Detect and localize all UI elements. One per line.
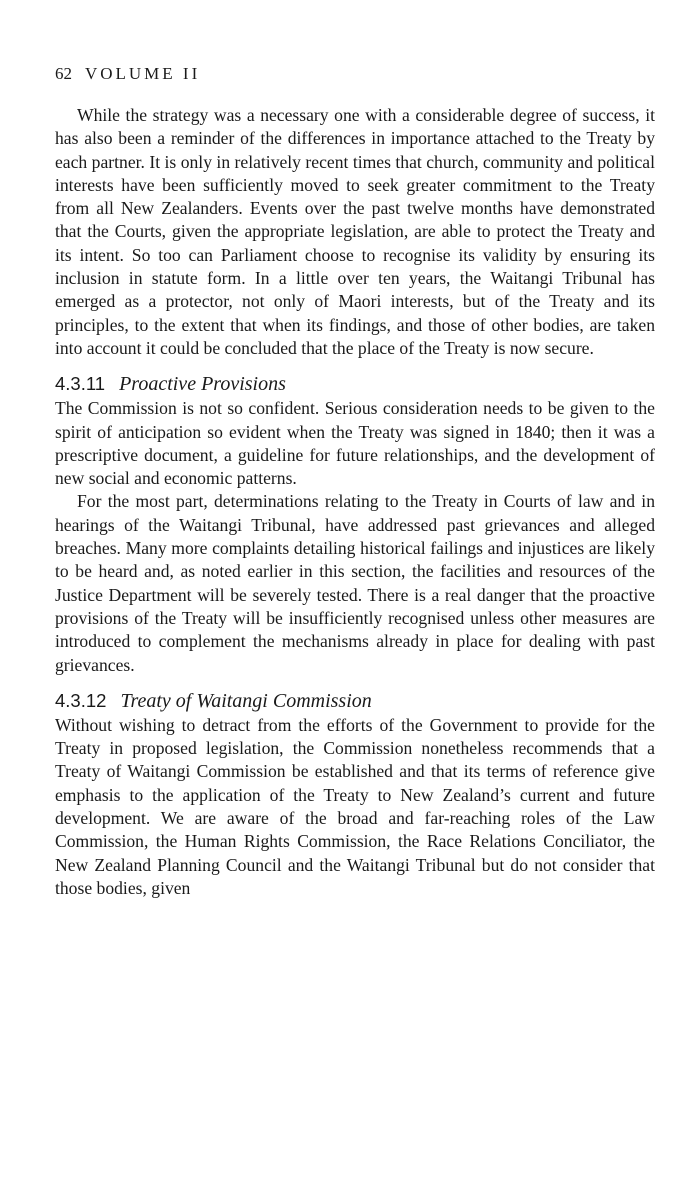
section-heading-proactive-provisions <box>55 371 655 397</box>
paragraph-strategy: While the strategy was a necessary one with a considerable degree of success, it has also been a reminder of the differences in importance attached to the Treaty by each partner. It is only in relatively recent times that church, community and political interests have been sufficiently moved to seek greater commitment to the Treaty from all New Zealanders. Events over the past twelve months have demonstrated that the Courts, given the appropriate legislation, are able to protect the Treaty and its intent. So too can Parliament choose to recognise its validity by ensuring its inclusion in statute form. In a little over ten years, the Waitangi Tribunal has emerged as a protector, not only of Maori interests, but of the Treaty and its principles, to the extent that when its findings, and those of other bodies, are taken into account it could be concluded that the place of the Treaty is now secure. <box>55 105 655 358</box>
section-number: 4.3.11 <box>55 373 106 395</box>
section-title: Treaty of Waitangi Commission <box>120 689 372 712</box>
section-title: Proactive Provisions <box>119 373 286 396</box>
running-header <box>55 62 655 86</box>
volume-label: VOLUME II <box>84 64 201 83</box>
section-heading-treaty-commission <box>55 688 655 714</box>
paragraph-commission-not-confident: The Commission is not so confident. Serious consideration needs to be given to the spirit of anticipation so evident when the Treaty was signed in 1840; then it was a prescriptive document, a guideline for future relationships, and the development of new social and economic patterns. <box>55 398 655 489</box>
section-number: 4.3.12 <box>55 689 107 711</box>
page-number: 62 <box>55 64 72 83</box>
paragraph-recommendation: Without wishing to detract from the efforts of the Government to provide for the Treaty in proposed legislation, the Commission nonetheless recommends that a Treaty of Waitangi Commission be established and that its terms of reference give emphasis to the application of the Treaty to New Zealand’s current and future development. We are aware of the broad and far-reaching roles of the Law Commission, the Human Rights Commission, the Race Relations Conciliator, the New Zealand Planning Council and the Waitangi Tribunal but do not consider that those bodies, given <box>55 714 655 898</box>
document-page <box>55 62 655 900</box>
paragraph-determinations: For the most part, determinations relating to the Treaty in Courts of law and in hearings of the Waitangi Tribunal, have addressed past grievances and alleged breaches. Many more complaints detailing historical failings and injustices are likely to be heard and, as noted earlier in this section, the facilities and resources of the Justice Department will be severely tested. There is a real danger that the proactive provisions of the Treaty will be insufficiently recognised unless other measures are introduced to complement the mechanisms already in place for dealing with past grievances. <box>55 491 655 675</box>
